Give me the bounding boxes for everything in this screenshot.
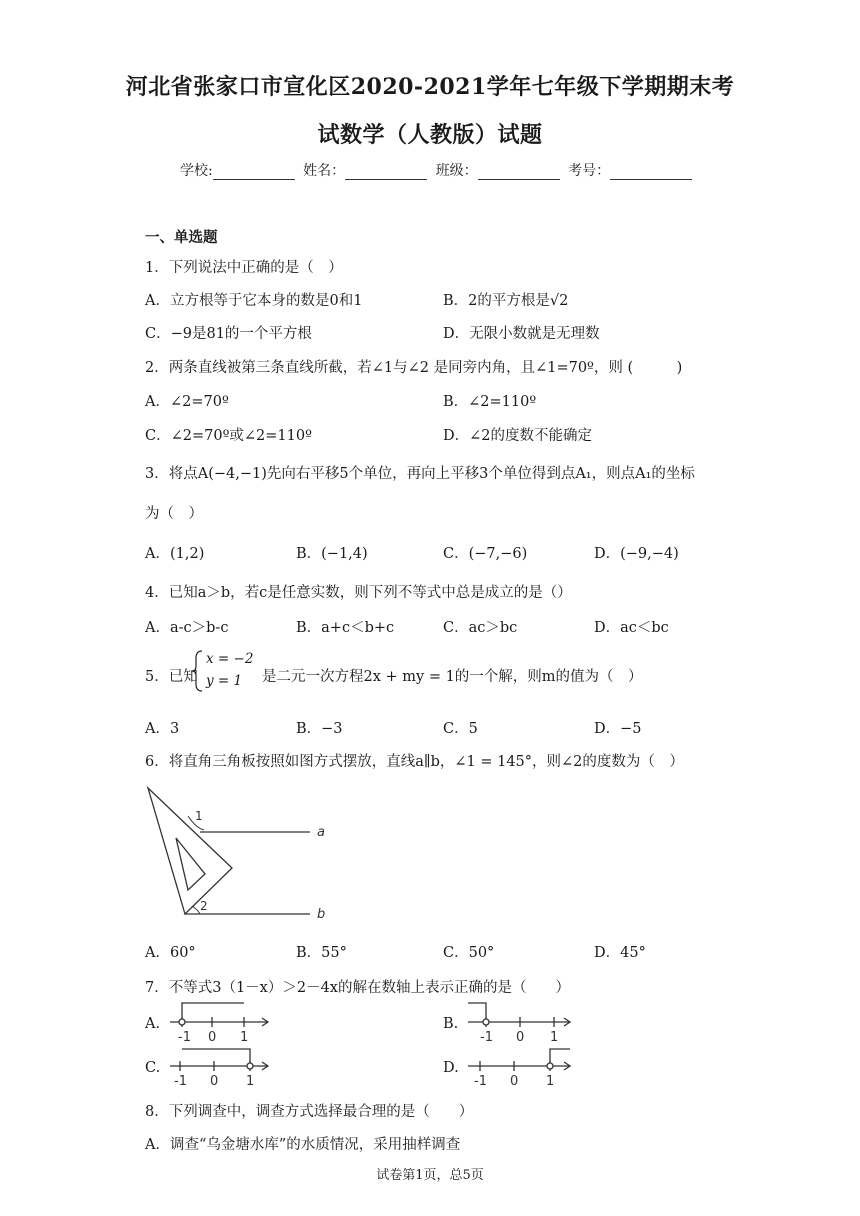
q6-stem: 6．将直角三角板按照如图方式摆放，直线a∥b，∠1 = 145°，则∠2的度数为（ ） bbox=[145, 754, 684, 770]
q7-option-c-letter: C. bbox=[145, 1060, 161, 1076]
q7-stem: 7．不等式3（1－x）＞2－4x的解在数轴上表示正确的是（ ） bbox=[145, 980, 570, 996]
svg-text:-1: -1 bbox=[174, 1074, 187, 1088]
school-label: 学校: bbox=[180, 163, 213, 179]
svg-text:1: 1 bbox=[240, 1030, 249, 1044]
q4-option-d: D．ac＜bc bbox=[594, 620, 669, 636]
q1-option-b: B．2的平方根是√2 bbox=[443, 293, 569, 309]
triangle-inner bbox=[176, 838, 205, 890]
q1-stem: 1．下列说法中正确的是（ ） bbox=[145, 260, 343, 276]
q3-option-b: B．(−1,4) bbox=[296, 546, 368, 562]
q8-stem: 8．下列调查中，调查方式选择最合理的是（ ） bbox=[145, 1104, 474, 1120]
q1-option-a: A．立方根等于它本身的数是0和1 bbox=[145, 293, 363, 309]
q2-option-b: B．∠2=110º bbox=[443, 394, 537, 410]
q7-option-b-letter: B. bbox=[443, 1016, 459, 1032]
student-info-row bbox=[180, 160, 696, 180]
svg-text:-1: -1 bbox=[178, 1030, 191, 1044]
q6-option-a: A．60° bbox=[145, 945, 196, 961]
exam-no-blank[interactable] bbox=[610, 165, 692, 180]
q5-option-b: B．−3 bbox=[296, 721, 343, 737]
page-footer: 试卷第1页，总5页 bbox=[376, 1168, 484, 1183]
q8-option-a: A．调查“乌金塘水库”的水质情况，采用抽样调查 bbox=[145, 1137, 461, 1153]
q4-option-a: A．a-c＞b-c bbox=[145, 620, 229, 636]
title-line-1: 河北省张家口市宣化区2020-2021学年七年级下学期期末考 bbox=[125, 74, 735, 100]
q3-option-d: D．(−9,−4) bbox=[594, 546, 679, 562]
q7-option-d-letter: D. bbox=[443, 1060, 459, 1076]
svg-text:0: 0 bbox=[510, 1074, 519, 1088]
q3-stem: 3．将点A(−4,−1)先向右平移5个单位，再向上平移3个单位得到点A₁，则点A₁的坐标 bbox=[145, 466, 695, 482]
q5-option-a: A．3 bbox=[145, 721, 180, 737]
title-line-2: 试数学（人教版）试题 bbox=[317, 122, 543, 148]
q2-stem: 2．两条直线被第三条直线所截，若∠1与∠2 是同旁内角，且∠1=70º，则 ( ) bbox=[145, 360, 683, 376]
q7-number-line-d bbox=[466, 1044, 578, 1088]
q3-option-c: C．(−7,−6) bbox=[443, 546, 528, 562]
angle-1-label: 1 bbox=[195, 809, 203, 823]
svg-text:-1: -1 bbox=[480, 1030, 493, 1044]
q7-number-line-b bbox=[466, 1000, 578, 1044]
q5-system-brace bbox=[190, 649, 204, 693]
q5-option-c: C．5 bbox=[443, 721, 478, 737]
q6-option-c: C．50° bbox=[443, 945, 495, 961]
q5-system-eq1: x = −2 bbox=[206, 651, 254, 667]
q5-system-eq2: y = 1 bbox=[206, 673, 243, 689]
name-label: 姓名： bbox=[303, 163, 346, 179]
name-blank[interactable] bbox=[345, 165, 427, 180]
q7-option-a-letter: A. bbox=[145, 1016, 161, 1032]
svg-text:0: 0 bbox=[516, 1030, 525, 1044]
q7-number-line-c bbox=[168, 1044, 276, 1088]
line-a-label: a bbox=[317, 825, 325, 840]
class-label: 班级： bbox=[435, 163, 478, 179]
svg-text:1: 1 bbox=[246, 1074, 255, 1088]
svg-text:1: 1 bbox=[546, 1074, 555, 1088]
q6-triangle-figure bbox=[140, 782, 340, 927]
svg-text:0: 0 bbox=[208, 1030, 217, 1044]
class-blank[interactable] bbox=[478, 165, 560, 180]
q3-option-a: A．(1,2) bbox=[145, 546, 205, 562]
q4-option-c: C．ac＞bc bbox=[443, 620, 518, 636]
q4-option-b: B．a+c＜b+c bbox=[296, 620, 395, 636]
q5-stem-post: 是二元一次方程2x + my = 1的一个解，则m的值为（ ） bbox=[262, 669, 643, 685]
triangle-outer bbox=[148, 788, 232, 914]
q5-stem-pre: 5．已知 bbox=[145, 669, 198, 685]
q5-option-d: D．−5 bbox=[594, 721, 642, 737]
q2-option-a: A．∠2=70º bbox=[145, 394, 229, 410]
q1-option-d: D．无限小数就是无理数 bbox=[443, 326, 600, 342]
q2-option-d: D．∠2的度数不能确定 bbox=[443, 428, 592, 444]
svg-text:0: 0 bbox=[210, 1074, 219, 1088]
q6-option-d: D．45° bbox=[594, 945, 646, 961]
svg-text:1: 1 bbox=[550, 1030, 559, 1044]
school-blank[interactable] bbox=[213, 165, 295, 180]
section-heading: 一、单选题 bbox=[145, 229, 218, 246]
line-b-label: b bbox=[317, 907, 326, 922]
exam-no-label: 考号： bbox=[568, 163, 611, 179]
q4-stem: 4．已知a＞b，若c是任意实数，则下列不等式中总是成立的是（） bbox=[145, 585, 572, 601]
svg-text:-1: -1 bbox=[474, 1074, 487, 1088]
angle-2-label: 2 bbox=[200, 899, 208, 913]
q3-stem-cont: 为（ ） bbox=[145, 506, 203, 522]
q7-number-line-a bbox=[168, 1000, 276, 1044]
q6-option-b: B．55° bbox=[296, 945, 347, 961]
q2-option-c: C．∠2=70º或∠2=110º bbox=[145, 428, 312, 444]
q1-option-c: C．−9是81的一个平方根 bbox=[145, 326, 312, 342]
